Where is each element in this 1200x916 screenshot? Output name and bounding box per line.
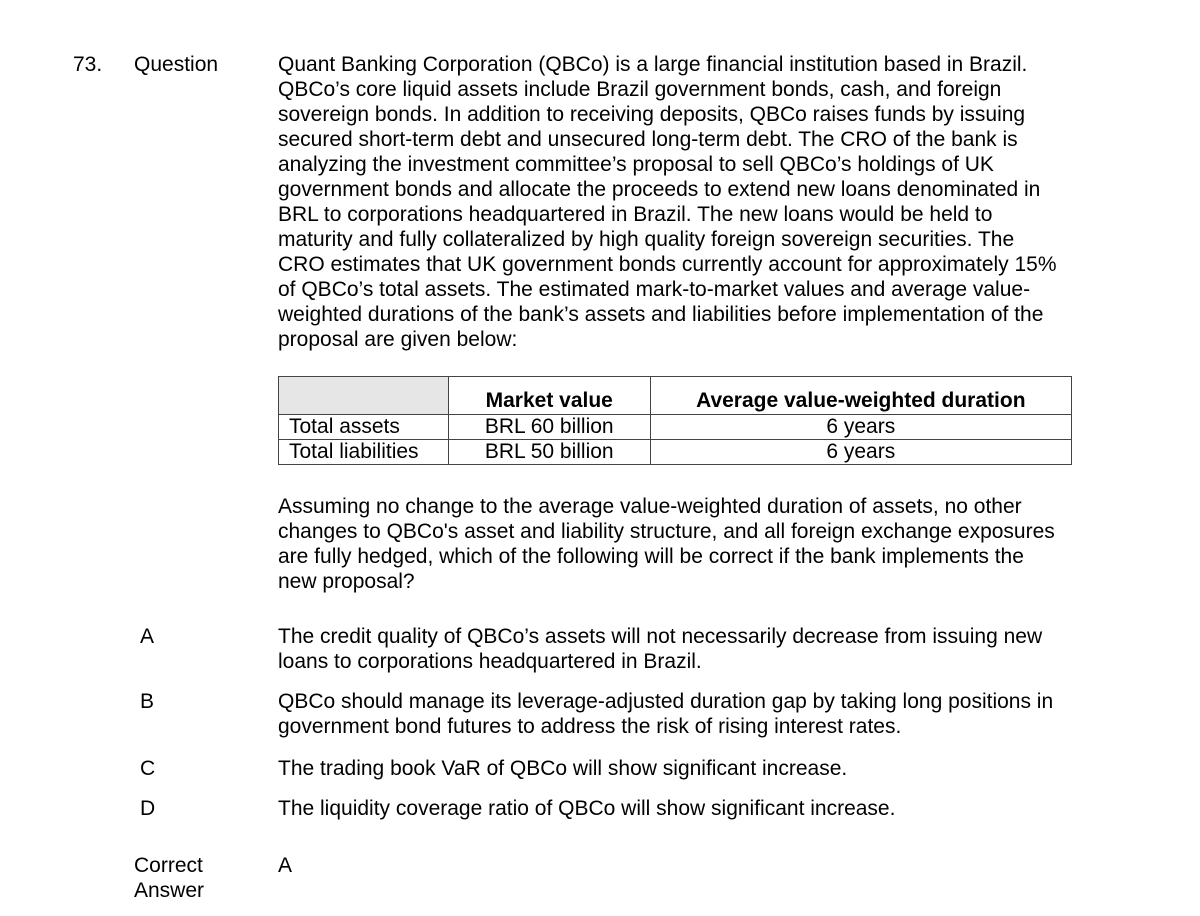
table-cell-label: Total liabilities <box>279 440 449 465</box>
balance-sheet-table <box>278 376 1072 465</box>
option-line: The trading book VaR of QBCo will show significant increase. <box>278 757 848 780</box>
stem-line: Quant Banking Corporation (QBCo) is a large financial institution based in Brazil. <box>278 53 1028 76</box>
table-cell-duration: 6 years <box>650 415 1071 440</box>
stem-line: weighted durations of the bank’s assets and liabilities before implementation of the <box>278 303 1044 326</box>
table-cell-market-value: BRL 60 billion <box>448 415 650 440</box>
correct-label-line: Correct <box>134 854 203 877</box>
assumption-paragraph <box>278 494 1098 594</box>
correct-label-line: Answer <box>134 879 205 902</box>
option-line: The credit quality of QBCo’s assets will not necessarily decrease from issuing new <box>278 625 1043 648</box>
option-d-text <box>278 796 1098 821</box>
question-number: 73. <box>73 53 103 76</box>
table-cell-duration: 6 years <box>650 440 1071 465</box>
stem-line: proposal are given below: <box>278 328 518 351</box>
stem-line: maturity and fully collateralized by high quality foreign sovereign securities. The <box>278 228 1015 251</box>
assumption-line: changes to QBCo's asset and liability structure, and all foreign exchange exposures <box>278 520 1055 543</box>
table-row <box>279 440 1072 465</box>
stem-line: BRL to corporations headquartered in Brazil. The new loans would be held to <box>278 203 993 226</box>
stem-line: analyzing the investment committee’s proposal to sell QBCo’s holdings of UK <box>278 153 994 176</box>
option-line: The liquidity coverage ratio of QBCo will show significant increase. <box>278 797 896 820</box>
correct-answer-value: A <box>278 854 293 877</box>
stem-line: QBCo’s core liquid assets include Brazil government bonds, cash, and foreign <box>278 78 1002 101</box>
option-line: loans to corporations headquartered in Brazil. <box>278 650 702 673</box>
correct-answer-label <box>134 853 204 903</box>
table-cell-label: Total assets <box>279 415 449 440</box>
table-row <box>279 415 1072 440</box>
table-header-market-value: Market value <box>448 377 650 415</box>
option-c-text <box>278 756 1098 781</box>
assumption-line: new proposal? <box>278 570 415 593</box>
question-label: Question <box>134 53 219 76</box>
stem-line: sovereign bonds. In addition to receiving deposits, QBCo raises funds by issuing <box>278 103 1026 126</box>
option-b-letter: B <box>140 690 155 713</box>
stem-line: secured short-term debt and unsecured long-term debt. The CRO of the bank is <box>278 128 1018 151</box>
table-header-row <box>279 377 1072 415</box>
option-d-letter: D <box>140 797 156 820</box>
option-c-letter: C <box>140 757 156 780</box>
stem-line: CRO estimates that UK government bonds currently account for approximately 15% <box>278 253 1057 276</box>
option-line: QBCo should manage its leverage-adjusted duration gap by taking long positions in <box>278 690 1054 713</box>
stem-line: government bonds and allocate the proceeds to extend new loans denominated in <box>278 178 1041 201</box>
option-a-letter: A <box>140 625 155 648</box>
assumption-line: are fully hedged, which of the following will be correct if the bank implements the <box>278 545 1024 568</box>
option-b-text <box>278 689 1098 739</box>
assumption-line: Assuming no change to the average value-weighted duration of assets, no other <box>278 495 1022 518</box>
option-a-text <box>278 624 1098 674</box>
option-line: government bond futures to address the risk of rising interest rates. <box>278 715 902 738</box>
table-cell-market-value: BRL 50 billion <box>448 440 650 465</box>
stem-line: of QBCo’s total assets. The estimated mark-to-market values and average value- <box>278 278 1031 301</box>
table-header-blank <box>279 377 449 415</box>
question-stem <box>278 52 1098 352</box>
table-header-duration: Average value-weighted duration <box>650 377 1071 415</box>
